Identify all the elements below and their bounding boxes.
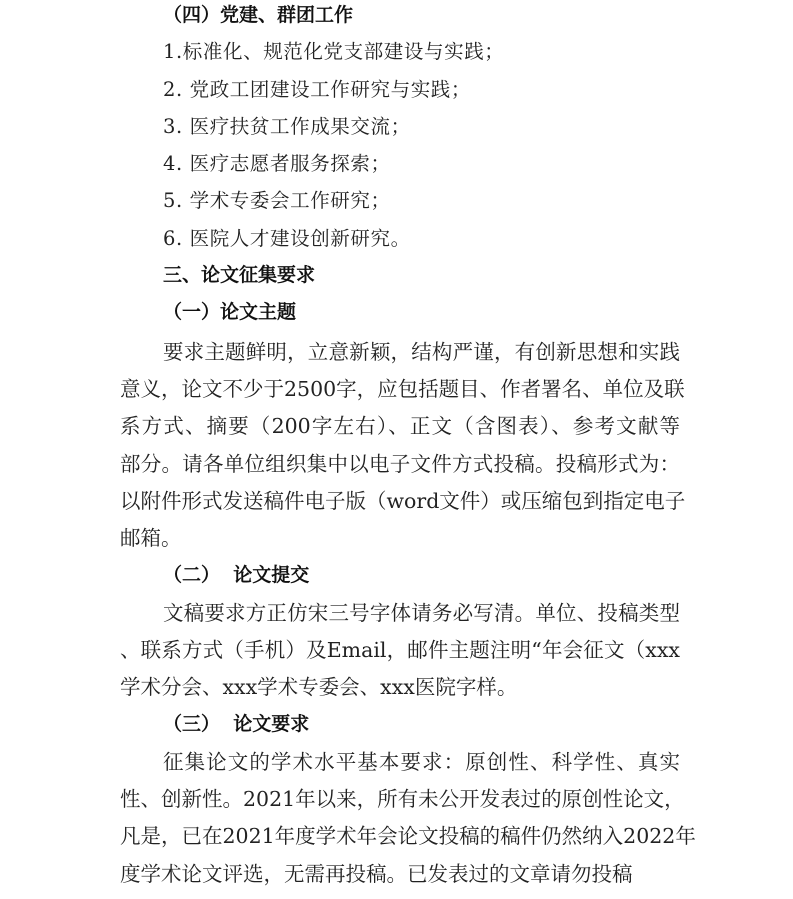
- list-item: 6. 医院人才建设创新研究。: [163, 227, 411, 250]
- list-item: 1.标准化、规范化党支部建设与实践；: [163, 40, 505, 63]
- paragraph-line: 部分。请各单位组织集中以电子文件方式投稿。投稿形式为：: [120, 452, 680, 476]
- paragraph-line: 学术分会、xxx学术专委会、xxx医院字样。: [120, 675, 518, 699]
- list-item: 2. 党政工团建设工作研究与实践；: [163, 78, 472, 101]
- paragraph-line: 邮箱。: [120, 526, 182, 550]
- subsection-heading-topic: （一）论文主题: [163, 301, 297, 323]
- paragraph-line: 系方式、摘要（200字左右）、正文（含图表）、参考文献等: [120, 414, 680, 438]
- paragraph-line: 性、创新性。2021年以来，所有未公开发表过的原创性论文，: [120, 787, 685, 811]
- paragraph-line: 征集论文的学术水平基本要求：原创性、科学性、真实: [163, 750, 680, 774]
- list-item: 3. 医疗扶贫工作成果交流；: [163, 115, 411, 138]
- subsection-heading-paper-requirements: （三） 论文要求: [163, 713, 310, 735]
- list-item: 4. 医疗志愿者服务探索；: [163, 152, 391, 175]
- subsection-heading-submission: （二） 论文提交: [163, 564, 310, 586]
- paragraph-line: 以附件形式发送稿件电子版（word文件）或压缩包到指定电子: [120, 489, 686, 513]
- section-heading-party-building: （四）党建、群团工作: [163, 4, 354, 26]
- paragraph-line: 意义，论文不少于2500字，应包括题目、作者署名、单位及联: [120, 377, 685, 401]
- paragraph-line: 凡是，已在2021年度学术年会论文投稿的稿件仍然纳入2022年: [120, 824, 696, 848]
- paragraph-line: 、联系方式（手机）及Email，邮件主题注明“年会征文（xxx: [120, 638, 680, 662]
- paragraph-line: 要求主题鲜明，立意新颖，结构严谨，有创新思想和实践: [163, 340, 680, 364]
- paragraph-line: 文稿要求方正仿宋三号字体请务必写清。单位、投稿类型: [163, 601, 680, 625]
- section-heading-requirements: 三、论文征集要求: [163, 264, 316, 286]
- paragraph-line: 度学术论文评选，无需再投稿。已发表过的文章请勿投稿: [120, 862, 633, 886]
- list-item: 5. 学术专委会工作研究；: [163, 189, 391, 212]
